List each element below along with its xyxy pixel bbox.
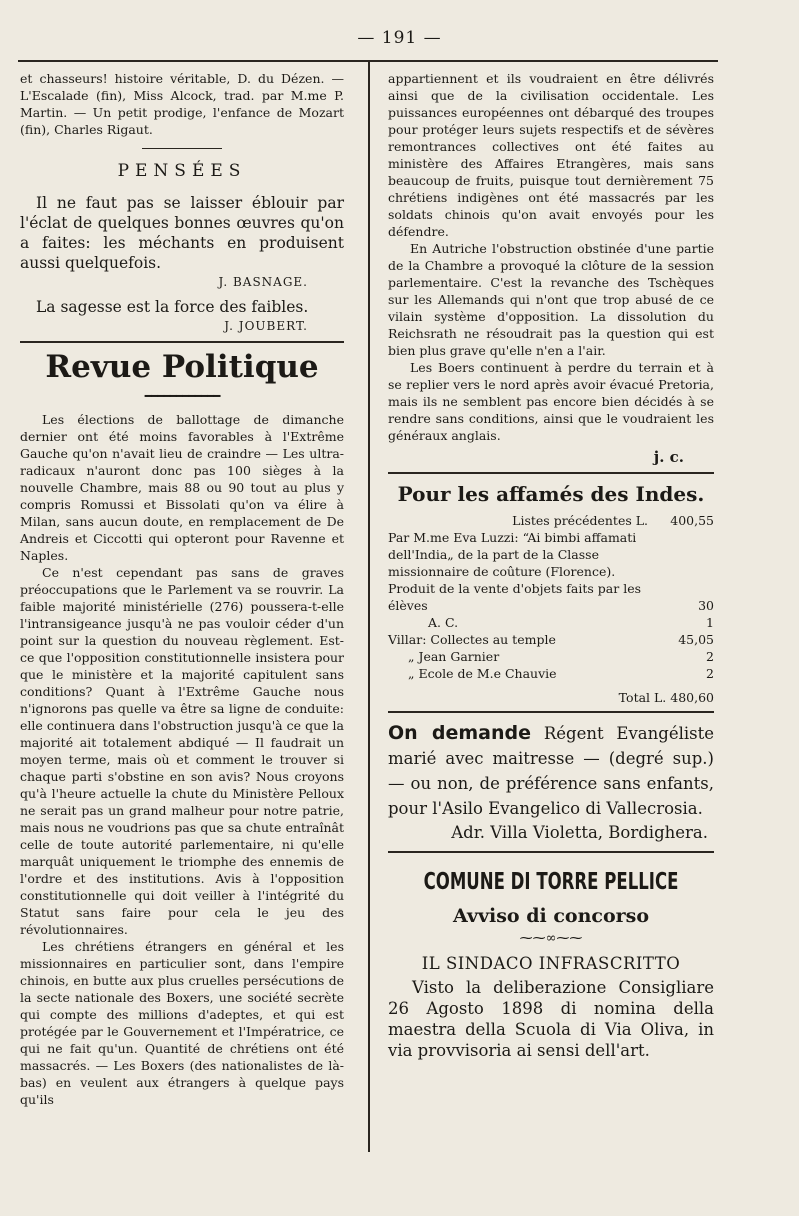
demande-heading: On demande <box>388 722 531 744</box>
list-item <box>388 614 714 631</box>
ecole-amount: 2 <box>706 666 714 681</box>
demande-text: Régent Evangéliste marié avec maitresse — (degré sup.) — ou non, de préférence sans enfants, pour l'Asilo Evangelico di Vallecrosia. <box>388 724 714 818</box>
list-item <box>388 631 714 648</box>
garnier-amount: 2 <box>706 649 714 664</box>
garnier-label: „ Jean Garnier <box>408 649 500 664</box>
visto-paragraph: Visto la deliberazione Consigliare 26 Agosto 1898 di nomina della maestra della Scuola di Via Oliva, in via provvisoria ai sensi dell'art. <box>388 978 714 1060</box>
list-item <box>388 665 714 682</box>
ac-amount: 1 <box>706 615 714 630</box>
revue-paragraph-4: appartiennent et ils voudraient en être délivrés ainsi que de la civilisation occidentale. Les puissances européennes ont débarqué des troupes pour protéger leurs sujets respectifs et de sévères remontrances collectives ont été faites au ministère des Affaires Etrangères, mais sans beaucoup de fruits, puisque tout dernièrement 75 chrétiens indigènes ont été massacrés par les soldats chinois qu'on avait envoyés pour les défendre. <box>388 71 714 239</box>
section-rule <box>388 851 714 853</box>
list-item <box>388 529 714 614</box>
intro-text: et chasseurs! histoire véritable, D. du Dézen. — L'Escalade (fin), Miss Alcock, trad. par M.me P. Martin. — Un petit prodige, l'enfance de Mozart (fin), Charles Rigaut. <box>20 71 344 137</box>
ornament-flourish: ⁓⁓∞⁓⁓ <box>519 931 583 946</box>
revue-paragraph-3: Les chrétiens étrangers en général et les missionnaires en particulier sont, dans l'empire chinois, en butte aux plus cruelles persécutions de la secte nationale des Boxers, une société secrète qui compte des millions d'adeptes, et qui est protégée par le Gouvernement et l'Impératrice, ce qui ne fait qu'un. Quantité de chrétiens ont été massacrés. — Les Boxers (des nationalistes de là-bas) en veulent aux étrangers à quelque pays qu'ils <box>20 939 344 1107</box>
total: Total L. 480,60 <box>618 690 714 705</box>
quote-joubert: La sagesse est la force des faibles. <box>36 298 309 316</box>
donor-amount: 30 <box>698 598 714 613</box>
avviso-title: Avviso di concorso <box>452 905 650 927</box>
section-rule <box>388 711 714 713</box>
list-item <box>388 648 714 665</box>
villar-amount: 45,05 <box>678 632 714 647</box>
sindaco-heading: IL SINDACO INFRASCRITTO <box>421 954 681 973</box>
list-item <box>388 512 714 529</box>
pensees-title: PENSÉES <box>117 161 247 181</box>
section-rule <box>388 472 714 474</box>
signature: j. c. <box>653 448 684 466</box>
revue-paragraph-6: Les Boers continuent à perdre du terrain et à se replier vers le nord après avoir évacué Pretoria, mais ils ne semblent pas encore bien décidés à se rendre sans conditions, ainsi que le voudraient les généraux anglais. <box>388 360 714 443</box>
author-joubert: J. JOUBERT. <box>224 319 308 333</box>
demande-block <box>388 721 714 821</box>
ornament-rule: ━━━━━━━━━━━━ <box>144 389 220 403</box>
right-column <box>388 70 714 1061</box>
villar-label: Villar: Collectes au temple <box>388 632 556 647</box>
revue-paragraph-5: En Autriche l'obstruction obstinée d'une partie de la Chambre a provoqué la clôture de la session parlementaire. C'est la revanche des Tschèques sur les Allemands qui n'ont que trop abusé de ce vilain système d'opposition. La dissolution du Reichsrath ne résoudrait pas la question qui est bien plus grave qu'elle n'en a l'air. <box>388 241 714 358</box>
demande-address: Adr. Villa Violetta, Bordighera. <box>451 823 708 842</box>
quote-basnage: Il ne faut pas se laisser éblouir par l'éclat de quelques bonnes œuvres qu'on a faites: les méchants en produisent aussi quelquefois. <box>20 194 344 272</box>
ac-label: A. C. <box>428 615 459 630</box>
affames-title: Pour les affamés des Indes. <box>397 482 705 506</box>
listes-label: Listes précédentes L. <box>512 513 648 528</box>
revue-politique-title: Revue Politique <box>45 349 319 385</box>
donor-label: Par M.me Eva Luzzi: “Ai bimbi affamati dell'India„ de la part de la Classe missionnaire de coûture (Florence). Produit de la vente d'objets faits par les élèves <box>388 530 642 613</box>
ecole-label: „ Ecole de M.e Chauvie <box>408 666 557 681</box>
section-rule <box>20 341 344 343</box>
author-basnage: J. BASNAGE. <box>218 275 308 289</box>
column-divider <box>368 62 370 1152</box>
page-number: — 191 — <box>357 28 442 48</box>
revue-paragraph-1: Les élections de ballottage de dimanche dernier ont été moins favorables à l'Extrême Gauche qu'on n'avait lieu de craindre — Les ultra-radicaux n'auront donc pas 100 sièges à la nouvelle Chambre, mais 88 ou 90 tout au plus y compris Romussi et Bissolati qu'on va élire à Milan, sans aucun doute, en remplacement de De Andreis et Ciccotti qui opteront pour Ravenne et Naples. <box>20 412 344 563</box>
listes-amount: 400,55 <box>670 513 714 528</box>
revue-paragraph-2: Ce n'est cependant pas sans de graves préoccupations que le Parlement va se rouvrir. La faible majorité ministérielle (276) poussera-t-elle l'intransigeance jusqu'à ne pas vouloir céder d'un point sur la question du nouveau règlement. Est-ce que l'opposition constitutionnelle insistera pour que le ministère et la majorité capitulent sans conditions? Quant à l'Extrême Gauche nous n'ignorons pas quelle va être sa ligne de conduite: elle continuera dans l'obstruction jusqu'à ce que la majorité ait totalement abdiqué — Il faudrait un moyen terme, mais où et comment le trouver si chaque parti s'obstine en son avis? Nous croyons qu'à l'heure actuelle la chute du Ministère Pelloux ne serait pas un grand malheur pour notre patrie, mais nous ne voudrions pas que sa chute entraînât celle de toute autorité parlementaire, ni qu'elle marquât uniquement le triomphe des ennemis de l'ordre et des institutions. Avis à l'opposition constitutionnelle qui doit veiller à l'intégrité du Statut sans faire pour cela le jeu des révolutionnaires. <box>20 565 344 937</box>
comune-title: COMUNE DI TORRE PELLICE <box>423 869 679 895</box>
left-column <box>20 70 344 1108</box>
